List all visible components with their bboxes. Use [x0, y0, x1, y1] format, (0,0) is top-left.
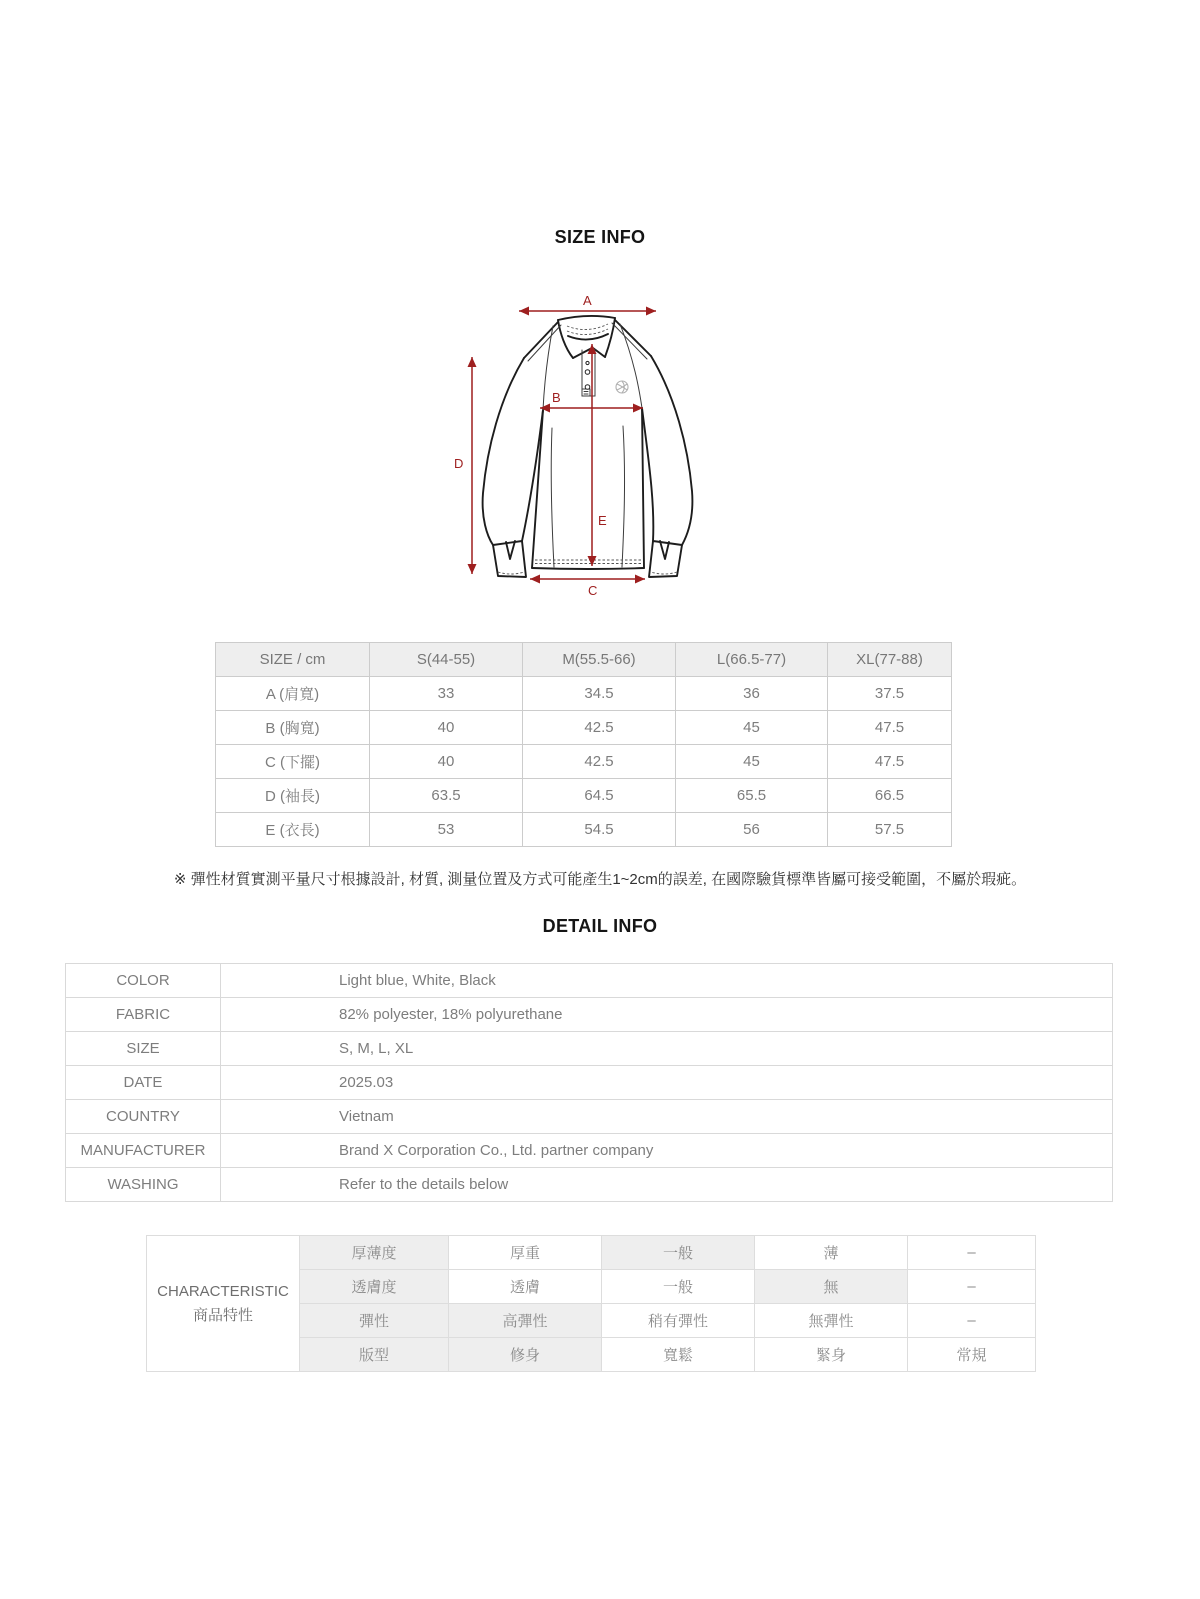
size-value-cell: 47.5	[828, 745, 952, 779]
size-value-cell: 54.5	[523, 813, 676, 847]
detail-value-cell: S, M, L, XL	[221, 1032, 1113, 1066]
size-row-label: B (胸寬)	[216, 711, 370, 745]
detail-table-row	[66, 1032, 1113, 1066]
detail-value-cell: Refer to the details below	[221, 1168, 1113, 1202]
size-value-cell: 34.5	[523, 677, 676, 711]
detail-label-cell: FABRIC	[66, 998, 221, 1032]
shirt-measurement-diagram	[440, 278, 760, 603]
size-value-cell: 36	[676, 677, 828, 711]
size-value-cell: 56	[676, 813, 828, 847]
detail-label-cell: DATE	[66, 1066, 221, 1100]
size-table-row	[216, 677, 952, 711]
button-icons	[585, 361, 590, 389]
size-row-label: C (下擺)	[216, 745, 370, 779]
char-attr-cell: 厚薄度	[300, 1236, 449, 1270]
detail-table-body	[66, 964, 1113, 1202]
tolerance-note: ※ 彈性材質實測平量尺寸根據設計, 材質, 測量位置及方式可能產生1~2cm的誤差, 在國際驗貨標準皆屬可接受範圍，不屬於瑕疵。	[173, 871, 1027, 888]
size-table-row	[216, 745, 952, 779]
label-A: A	[583, 293, 592, 308]
detail-table-row	[66, 998, 1113, 1032]
char-option-cell: 寬鬆	[602, 1338, 755, 1372]
size-table-row	[216, 779, 952, 813]
size-value-cell: 57.5	[828, 813, 952, 847]
char-option-cell-selected: 高彈性	[449, 1304, 602, 1338]
detail-value-cell: Brand X Corporation Co., Ltd. partner company	[221, 1134, 1113, 1168]
detail-value-cell: 2025.03	[221, 1066, 1113, 1100]
size-table-header-cell: XL(77-88)	[828, 643, 952, 677]
size-row-label: D (袖長)	[216, 779, 370, 813]
size-value-cell: 65.5	[676, 779, 828, 813]
char-attr-cell: 彈性	[300, 1304, 449, 1338]
shirt-diagram-svg	[440, 278, 760, 603]
characteristic-label-cell: CHARACTERISTIC 商品特性	[147, 1236, 300, 1372]
size-table-header-cell: L(66.5-77)	[676, 643, 828, 677]
detail-table	[65, 963, 1113, 1202]
detail-info-title: DETAIL INFO	[542, 916, 658, 936]
size-table-header-cell: S(44-55)	[370, 643, 523, 677]
size-value-cell: 33	[370, 677, 523, 711]
label-B: B	[552, 390, 561, 405]
size-table-body	[216, 643, 952, 847]
size-table-header-label: SIZE / cm	[216, 643, 370, 677]
char-option-cell: –	[908, 1304, 1036, 1338]
size-table-row	[216, 813, 952, 847]
shirt-outline	[483, 316, 693, 577]
label-D: D	[454, 456, 464, 471]
size-value-cell: 53	[370, 813, 523, 847]
char-option-cell: 薄	[755, 1236, 908, 1270]
char-option-cell: 厚重	[449, 1236, 602, 1270]
char-option-cell: 稍有彈性	[602, 1304, 755, 1338]
detail-value-cell: 82% polyester, 18% polyurethane	[221, 998, 1113, 1032]
size-value-cell: 42.5	[523, 711, 676, 745]
size-value-cell: 37.5	[828, 677, 952, 711]
char-option-cell: –	[908, 1270, 1036, 1304]
chest-logo-icon	[616, 381, 628, 393]
char-option-cell: 常規	[908, 1338, 1036, 1372]
char-option-cell: –	[908, 1236, 1036, 1270]
size-value-cell: 63.5	[370, 779, 523, 813]
char-attr-cell: 透膚度	[300, 1270, 449, 1304]
size-value-cell: 42.5	[523, 745, 676, 779]
size-value-cell: 66.5	[828, 779, 952, 813]
size-value-cell: 47.5	[828, 711, 952, 745]
char-option-cell-selected: 無	[755, 1270, 908, 1304]
label-C: C	[588, 583, 598, 598]
char-option-cell: 緊身	[755, 1338, 908, 1372]
label-E: E	[598, 513, 607, 528]
measurement-arrows	[468, 307, 657, 584]
detail-label-cell: SIZE	[66, 1032, 221, 1066]
size-value-cell: 45	[676, 711, 828, 745]
size-row-label: E (衣長)	[216, 813, 370, 847]
size-info-title: SIZE INFO	[554, 227, 646, 247]
detail-table-row	[66, 1100, 1113, 1134]
size-value-cell: 45	[676, 745, 828, 779]
detail-label-cell: COUNTRY	[66, 1100, 221, 1134]
size-table	[215, 642, 952, 847]
detail-label-cell: COLOR	[66, 964, 221, 998]
shirt-seam-lines	[528, 323, 647, 567]
char-option-cell-selected: 一般	[602, 1236, 755, 1270]
detail-label-cell: MANUFACTURER	[66, 1134, 221, 1168]
size-value-cell: 40	[370, 711, 523, 745]
detail-table-row	[66, 1134, 1113, 1168]
detail-value-cell: Light blue, White, Black	[221, 964, 1113, 998]
characteristic-table-body	[147, 1236, 1036, 1372]
size-table-row	[216, 711, 952, 745]
char-option-cell: 透膚	[449, 1270, 602, 1304]
char-option-cell: 一般	[602, 1270, 755, 1304]
size-table-header-cell: M(55.5-66)	[523, 643, 676, 677]
char-option-cell-selected: 修身	[449, 1338, 602, 1372]
characteristic-table	[146, 1235, 1036, 1372]
char-attr-cell: 版型	[300, 1338, 449, 1372]
char-option-cell: 無彈性	[755, 1304, 908, 1338]
size-row-label: A (肩寬)	[216, 677, 370, 711]
size-value-cell: 64.5	[523, 779, 676, 813]
detail-table-row	[66, 1168, 1113, 1202]
characteristic-row	[147, 1236, 1036, 1270]
detail-table-row	[66, 964, 1113, 998]
detail-value-cell: Vietnam	[221, 1100, 1113, 1134]
detail-table-row	[66, 1066, 1113, 1100]
size-value-cell: 40	[370, 745, 523, 779]
detail-label-cell: WASHING	[66, 1168, 221, 1202]
